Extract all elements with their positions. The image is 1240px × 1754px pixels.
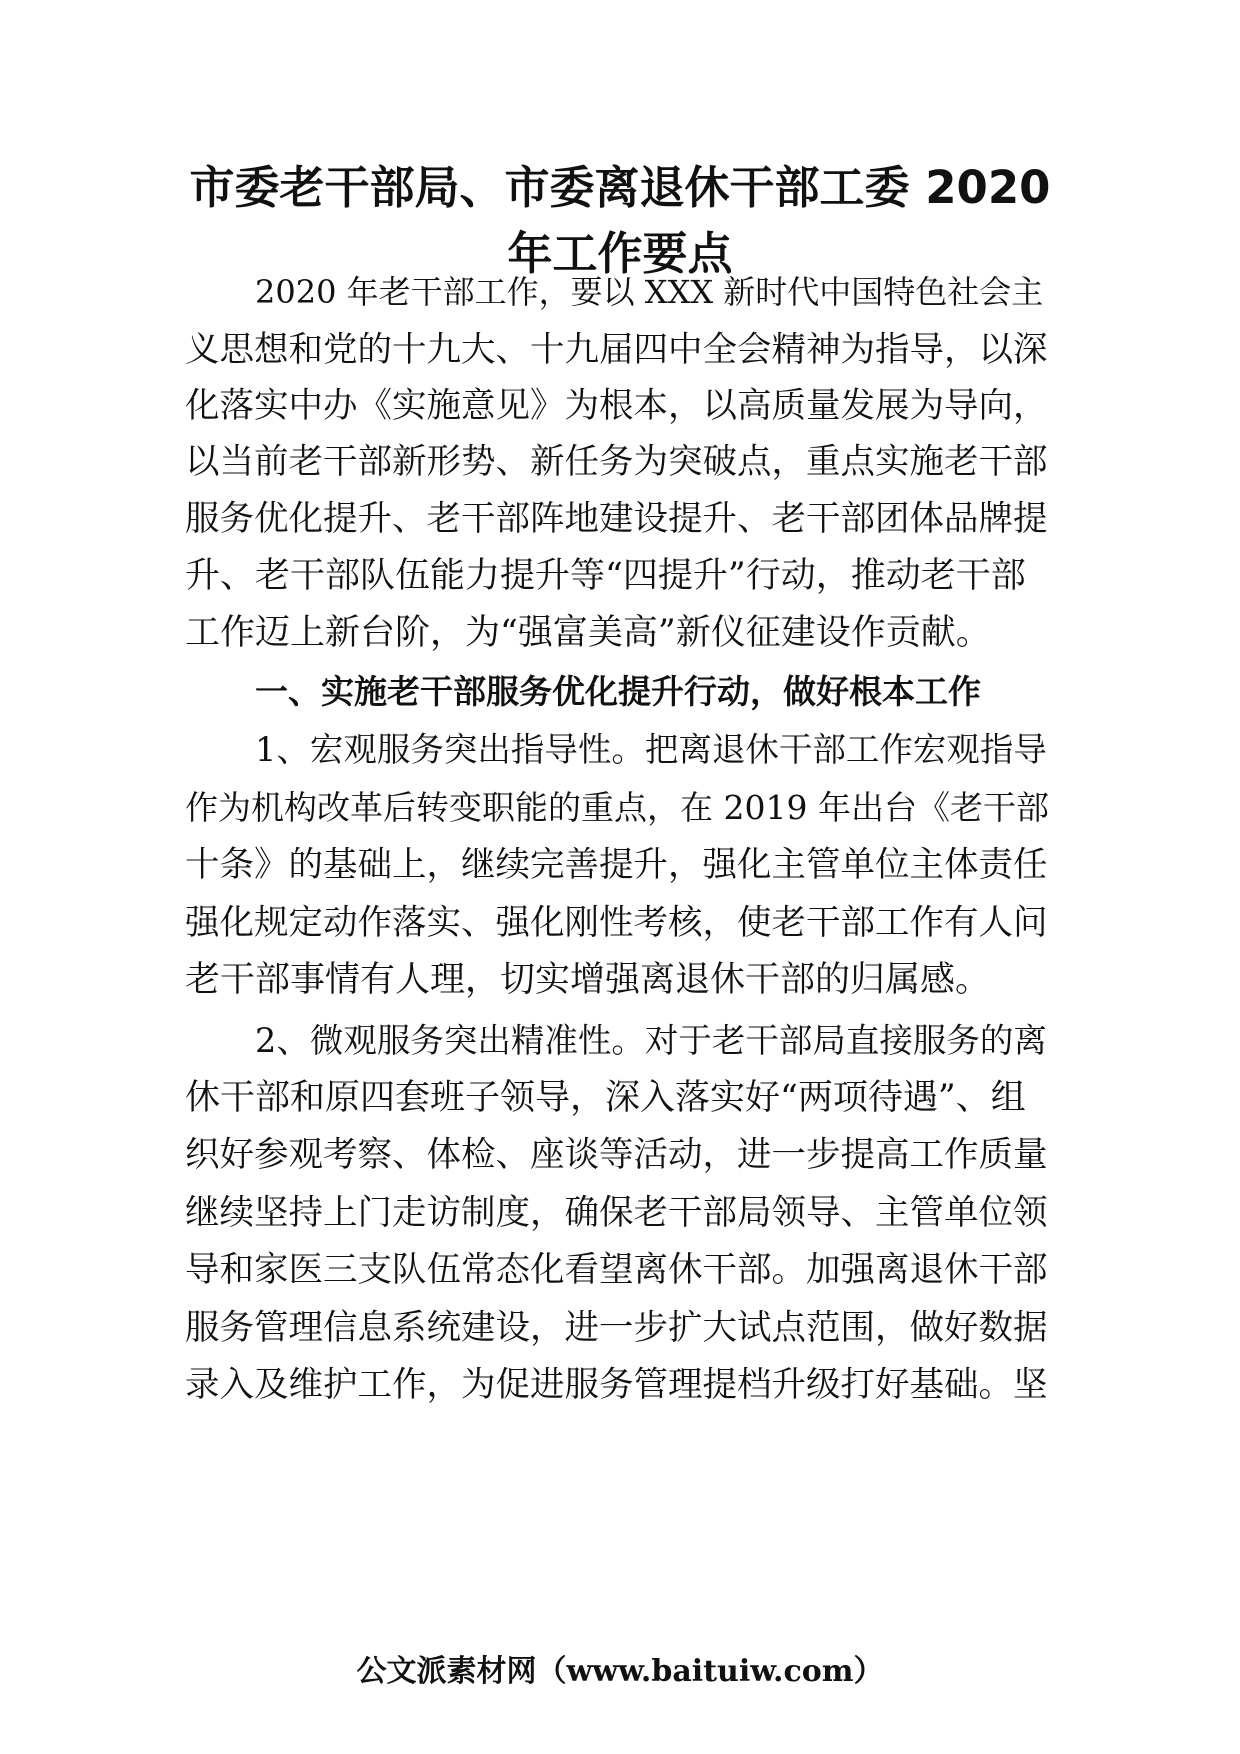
paragraph-line: 十条》的基础上，继续完善提升，强化主管单位主体责任 <box>185 845 1048 885</box>
paragraph-line: 老干部事情有人理，切实增强离退休干部的归属感。 <box>185 960 991 1000</box>
paragraph-line: 休干部和原四套班子领导，深入落实好“两项待遇”、组 <box>185 1078 1026 1118</box>
paragraph-line: 服务优化提升、老干部阵地建设提升、老干部团体品牌提 <box>185 499 1048 539</box>
paragraph-line: 1、宏观服务突出指导性。把离退休干部工作宏观指导 <box>255 730 1047 769</box>
paragraph-line: 以当前老干部新形势、新任务为突破点，重点实施老干部 <box>185 442 1048 482</box>
paragraph-line: 录入及维护工作，为促进服务管理提档升级打好基础。坚 <box>185 1365 1048 1405</box>
paragraph-line: 义思想和党的十九大、十九届四中全会精神为指导，以深 <box>185 330 1048 370</box>
paragraph-line: 2020 年老干部工作，要以 XXX 新时代中国特色社会主 <box>255 273 1044 311</box>
paragraph-line: 服务管理信息系统建设，进一步扩大试点范围，做好数据 <box>185 1308 1048 1348</box>
document-title-line-1: 市委老干部局、市委离退休干部工委 2020 <box>189 161 1051 214</box>
paragraph-line: 导和家医三支队伍常态化看望离休干部。加强离退休干部 <box>185 1250 1048 1290</box>
paragraph-line: 2、微观服务突出精准性。对于老干部局直接服务的离 <box>255 1021 1047 1060</box>
paragraph-line: 升、老干部队伍能力提升等“四提升”行动，推动老干部 <box>185 556 1026 596</box>
section-heading: 一、实施老干部服务优化提升行动，做好根本工作 <box>255 672 981 711</box>
paragraph-line: 继续坚持上门走访制度，确保老干部局领导、主管单位领 <box>185 1193 1048 1233</box>
paragraph-line: 强化规定动作落实、强化刚性考核，使老干部工作有人问 <box>185 903 1048 943</box>
paragraph-line: 化落实中办《实施意见》为根本，以高质量发展为导向， <box>185 386 1048 426</box>
paragraph-line: 织好参观考察、体检、座谈等活动，进一步提高工作质量 <box>185 1135 1048 1175</box>
footer-watermark: 公文派素材网（www.baituiw.com） <box>356 1654 884 1689</box>
document-title-line-2: 年工作要点 <box>507 227 733 280</box>
paragraph-line: 作为机构改革后转变职能的重点，在 2019 年出台《老干部 <box>185 788 1049 827</box>
paragraph-line: 工作迈上新台阶，为“强富美高”新仪征建设作贡献。 <box>185 613 991 653</box>
